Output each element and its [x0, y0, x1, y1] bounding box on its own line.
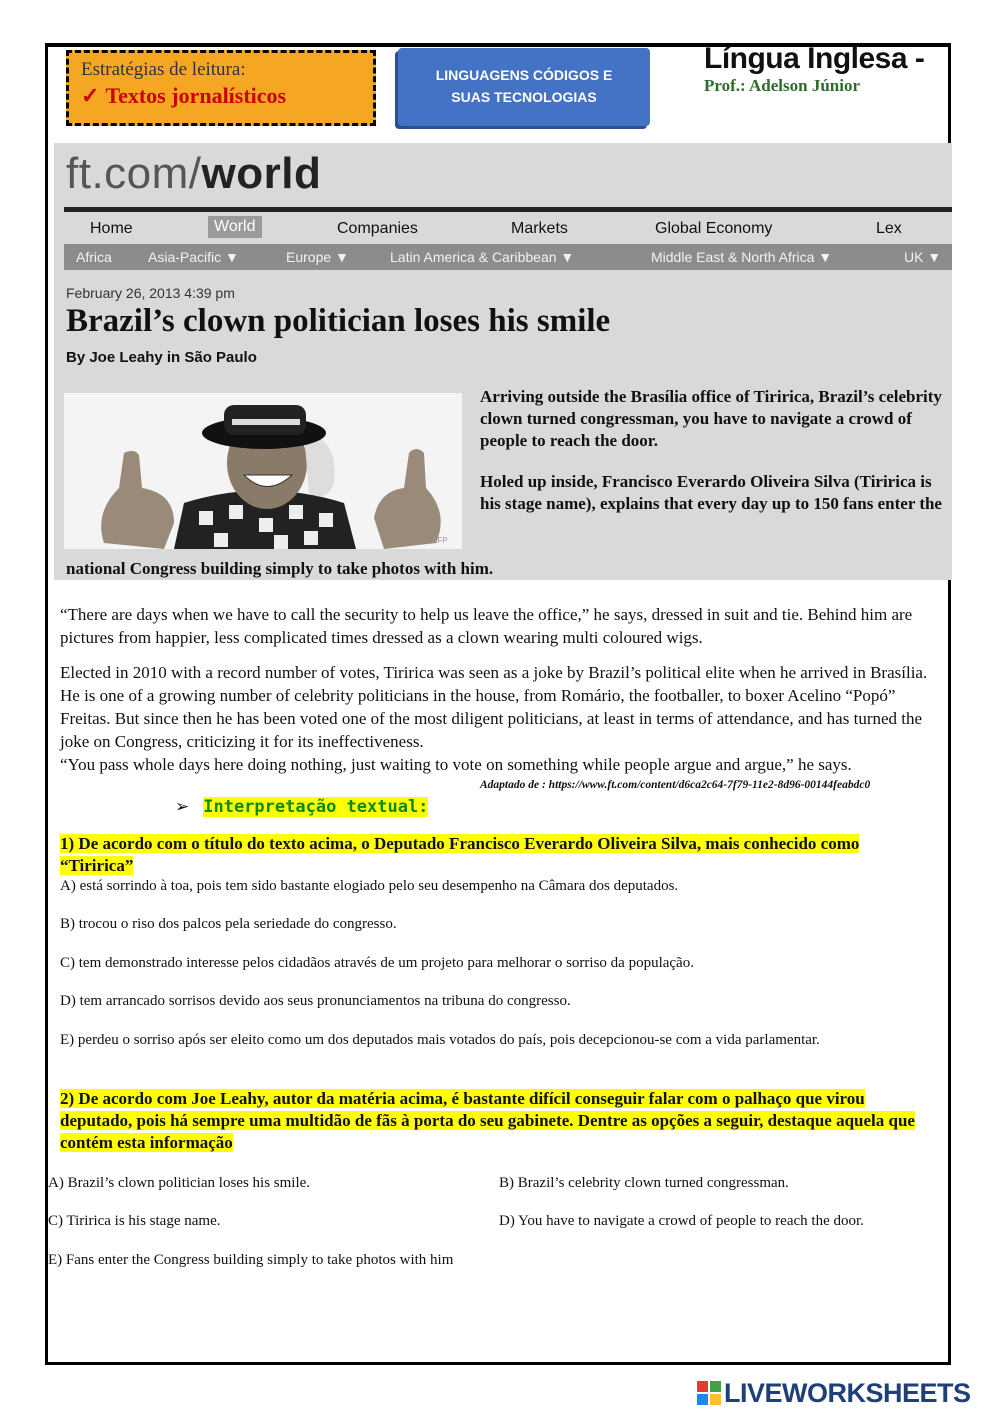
subnav-asia-pacific[interactable]: Asia-Pacific ▼ — [148, 249, 239, 265]
nav-lex[interactable]: Lex — [876, 220, 902, 237]
article-date: February 26, 2013 4:39 pm — [66, 285, 235, 301]
checkmark-icon: ✓ — [81, 83, 100, 108]
liveworksheets-logo: LIVEWORKSHEETS — [697, 1378, 971, 1409]
clown-illustration — [64, 393, 462, 549]
q1-option-c[interactable]: C) tem demonstrado interesse pelos cidadãos através de um projeto para melhorar o sorriso da população. — [60, 955, 694, 971]
article-lead — [480, 386, 948, 534]
question-1: 1) De acordo com o título do texto acima, o Deputado Francisco Everardo Oliveira Silva, mais conhecido como “Tiririca” — [60, 834, 860, 875]
lead-paragraph-2-end: national Congress building simply to take photos with him. — [66, 559, 494, 578]
body-paragraph-3: “You pass whole days here doing nothing, just waiting to vote on something while people argue and argue,” he says. — [60, 755, 852, 774]
section-heading: ➢ Interpretação textual: — [175, 797, 429, 817]
nav-markets[interactable]: Markets — [511, 220, 568, 237]
nav-world[interactable]: World — [208, 216, 262, 238]
article-byline: By Joe Leahy in São Paulo — [66, 349, 257, 366]
nav-global-economy[interactable]: Global Economy — [655, 220, 773, 237]
ft-logo: ft.com/world — [66, 149, 322, 198]
lead-paragraph-1: Arriving outside the Brasília office of Tiririca, Brazil’s celebrity clown turned congressman, you have to navigate a crowd of people to reach the door. — [480, 387, 942, 450]
q2-option-a[interactable]: A) Brazil’s clown politician loses his smile. — [48, 1175, 311, 1191]
teacher-name: Prof.: Adelson Júnior — [704, 76, 861, 95]
q2-option-c[interactable]: C) Tiririca is his stage name. — [48, 1213, 221, 1229]
strategy-topic: ✓ Textos jornalísticos — [81, 83, 287, 108]
subnav-uk[interactable]: UK ▼ — [904, 249, 942, 265]
source-citation: Adaptado de : https://www.ft.com/content/d6ca2c64-7f79-11e2-8d96-00144feabdc0 — [480, 779, 871, 791]
lead-paragraph-2: Holed up inside, Francisco Everardo Oliveira Silva (Tiririca is his stage name), explains that every day up to 150 fans enter the — [480, 472, 942, 513]
article-body — [60, 603, 940, 788]
article-headline: Brazil’s clown politician loses his smile — [66, 303, 611, 339]
subnav-middle-east[interactable]: Middle East & North Africa ▼ — [651, 249, 833, 265]
q1-option-d[interactable]: D) tem arrancado sorrisos devido aos seus pronunciamentos na tribuna do congresso. — [60, 993, 571, 1009]
svg-text:AFP: AFP — [432, 536, 448, 545]
liveworksheets-icon — [697, 1381, 721, 1405]
divider — [64, 207, 952, 212]
ft-main-nav — [64, 216, 952, 242]
q2-option-b[interactable]: B) Brazil’s celebrity clown turned congressman. — [499, 1175, 789, 1191]
question-2: 2) De acordo com Joe Leahy, autor da matéria acima, é bastante difícil conseguir falar com o palhaço que virou deputado, pois há sempre uma multidão de fãs à porta do seu gabinete. Dentre as opções a seguir, destaque aquela que contém esta informação — [60, 1089, 915, 1152]
knowledge-area-banner: LINGUAGENS CÓDIGOS E SUAS TECNOLOGIAS — [398, 48, 650, 126]
ft-article-clipping — [54, 143, 952, 580]
q2-option-d[interactable]: D) You have to navigate a crowd of people to reach the door. — [499, 1213, 864, 1229]
q1-option-a[interactable]: A) está sorrindo à toa, pois tem sido bastante elogiado pelo seu desempenho na Câmara dos deputados. — [60, 878, 679, 894]
strategy-title: Estratégias de leitura: — [81, 59, 246, 80]
q1-option-e[interactable]: E) perdeu o sorriso após ser eleito como um dos deputados mais votados do país, pois decepcionou-se com a vida parlamentar. — [60, 1032, 820, 1048]
q2-option-e[interactable]: E) Fans enter the Congress building simply to take photos with him — [48, 1252, 454, 1268]
subnav-latin-america[interactable]: Latin America & Caribbean ▼ — [390, 249, 575, 265]
subnav-africa[interactable]: Africa — [76, 249, 112, 265]
body-paragraph-2: Elected in 2010 with a record number of votes, Tiririca was seen as a joke by Brazil’s political elite when he arrived in Brasília. He is one of a growing number of celebrity politicians in the house, from Romário, the footballer, to boxer Acelino “Popó” Freitas. But since then he has been voted one of the most diligent politicians, at least in terms of attendance, and has turned the joke on Congress, criticizing it for its ineffectiveness. — [60, 663, 928, 751]
arrow-bullet-icon: ➢ — [175, 797, 190, 816]
nav-home[interactable]: Home — [90, 220, 133, 237]
q1-option-b[interactable]: B) trocou o riso dos palcos pela seriedade do congresso. — [60, 916, 397, 932]
subnav-europe[interactable]: Europe ▼ — [286, 249, 349, 265]
ft-sub-nav — [64, 244, 952, 270]
body-paragraph-1: “There are days when we have to call the security to help us leave the office,” he says, dressed in suit and tie. Behind him are pictures from happier, less complicated times dressed as a clown wearing multi coloured wigs. — [60, 605, 913, 647]
clown-photo — [64, 393, 462, 549]
nav-companies[interactable]: Companies — [337, 220, 418, 237]
strategy-box — [66, 50, 376, 126]
subject-title: Língua Inglesa - — [704, 42, 925, 75]
